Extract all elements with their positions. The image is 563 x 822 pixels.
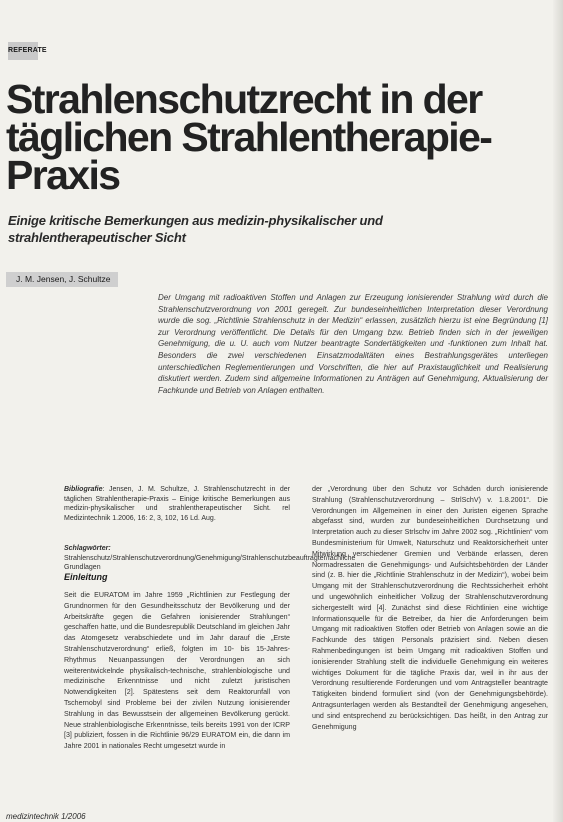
- page-footer: medizintechnik 1/2006: [6, 812, 86, 821]
- body-column-right: der „Verordnung über den Schutz vor Schäden durch ionisierende Strahlung (Strahlenschutzverordnung – StrlSchV) v. 1.8.2001“. Die Verordnungen im Allgemeinen in einer den Juristen eigenen Sprache abgefasst sind, wurden zur bundeseinheitlichen Durchsetzung und Interpretation auch zu dieser Strlschv im Jahre 2002 sog. „Richtlinien“ vom Bundesministerium für Umwelt, Naturschutz und Reaktorsicherheit unter Mitwirkung verschiedener Gremien und Verbände erlassen, deren Normadressaten die Genehmigungs- und Aufsichtsbehörden der Länder sind (z. B. hier die „Richtlinie Strahlenschutz in der Medizin“), wobei beim Umgang mit der Strahlenschutzverordnung die Rechtssicherheit erhöht und ungewöhnlich einheitlicher Vollzug der Strahlenschutzverordnung sichergestellt wird [4]. Zunächst sind diese Richtlinien eine wichtige Informationsquelle für die Betreiber, da hier die Anforderungen beim Umgang mit radioaktiven Stoffen oder Betrieb von Anlagen sowie an die Fachkunde des tätigen Personals präzisiert sind. Neben diesen Rahmenbedingungen ist beim Umgang mit radioaktiven Stoffen und ionisierender Strahlung stellt die individuelle Genehmigung ein weiteres wichtiges Dokument für die tägliche Praxis dar, weil in ihr aus der Verordnung resultierende Forderungen und vom Antragsteller beantragte Tätigkeiten bindend formuliert sind (von der Genehmigungsbehörde). Antragsunterlagen werden als Bestandteil der Genehmigung angesehen, und sind entsprechend zu berücksichtigen. Das heißt, in den Antrag zur Genehmigung: [312, 485, 548, 731]
- body-column-left: Seit die EURATOM im Jahre 1959 „Richtlinien zur Festlegung der Grundnormen für den Gesundheitsschutz der Bevölkerung und der Arbeitskräfte gegen die Gefahren ionisierender Strahlungen“ geschaffen hatte, und die Bundesrepublik Deutschland im gleichen Jahr das Atomgesetz verabschiedete und im Jahr darauf die „Erste Strahlenschutzverordnung“ erließ, folgten im 10- bis 15-Jahres-Rhythmus Neuanpassungen der Verordnungen an sich weiterentwickelnde physikalisch-technische, strahlenbiologische und medizinische Erkenntnisse und nicht zuletzt juristischen Notwendigkeiten [2]. Spätestens seit dem Reaktorunfall von Tschernobyl sind Probleme bei der zivilen Nutzung ionisierender Strahlung in das Bewusstsein der allgemeinen Bevölkerung gerückt. Neue strahlenbiologische Erkenntnisse, teils bereits 1991 von der ICRP [3] publiziert, fossen in die Richtlinie 96/29 EURATOM ein, die dann im Jahre 2001 in nationales Recht umgesetzt wurde in: [64, 591, 290, 751]
- article-title: Strahlenschutzrecht in der täglichen Strahlentherapie-Praxis: [6, 76, 492, 198]
- citation-block: Bibliografie: Jensen, J. M. Schultze, J. Strahlenschutzrecht in der täglichen Strahlentherapie-Praxis – Einige kritische Bemerkungen aus medizin-physikalischer und strahlentherapeutischer Sicht. rel Medizintechnik 1.2006, 16: 2, 3, 102, 16 Ld. Aug.: [64, 486, 290, 522]
- keywords-block: [64, 544, 356, 573]
- citation-label: Bibliografie: [64, 486, 103, 493]
- rubric-label: REFERATE: [8, 47, 47, 54]
- keywords-text: Strahlenschutz/Strahlenschutzverordnung/Genehmigung/Strahlenschutzbeauftragter/fachliche Grundlagen: [64, 554, 356, 572]
- keywords-label: Schlagwörter:: [64, 545, 111, 552]
- article-authors: J. M. Jensen, J. Schultze: [16, 274, 111, 284]
- article-subtitle: Einige kritische Bemerkungen aus medizin-physikalischer und strahlentherapeutischer Sicht: [8, 213, 383, 245]
- citation-text: Jensen, J. M. Schultze, J. Strahlenschutzrecht in der täglichen Strahlentherapie-Praxis – Einige kritische Bemerkungen aus medizin-physikalischer und strahlentherapeutischer Sicht. rel Medizintechnik 1.2006, 16: 2, 3, 102, 16 Ld. Aug.: [64, 486, 290, 522]
- article-abstract: Der Umgang mit radioaktiven Stoffen und Anlagen zur Erzeugung ionisierender Strahlung wird durch die Strahlenschutzverordnung von 2001 geregelt. Zur bundeseinheitlichen Interpretation dieser Verordnung wurde die sog. „Richtlinie Strahlenschutz in der Medizin“ erlassen, zusätzlich hierzu ist eine Begründung [1] zur Verordnung veröffentlicht. Die Details für den Umgang bzw. Betrieb finden sich in der jeweiligen Genehmigung, die u. U. auch vom Nutzer beantragte Sondertätigkeiten und -funktionen zum Inhalt hat. Besonders die zwei verschiedenen Einsatzmodalitäten eines Bestrahlungsgerätes unterliegen unterschiedlichen Reglementierungen und Vorschriften, die hier auf Praxistauglichkeit und Realisierung diskutiert werden. Zudem sind allgemeine Informationen zu Anträgen auf Genehmigung, Aktualisierung der Fachkunde und Betrieb von Anlagen enthalten.: [158, 293, 548, 395]
- section-heading: Einleitung: [64, 572, 108, 582]
